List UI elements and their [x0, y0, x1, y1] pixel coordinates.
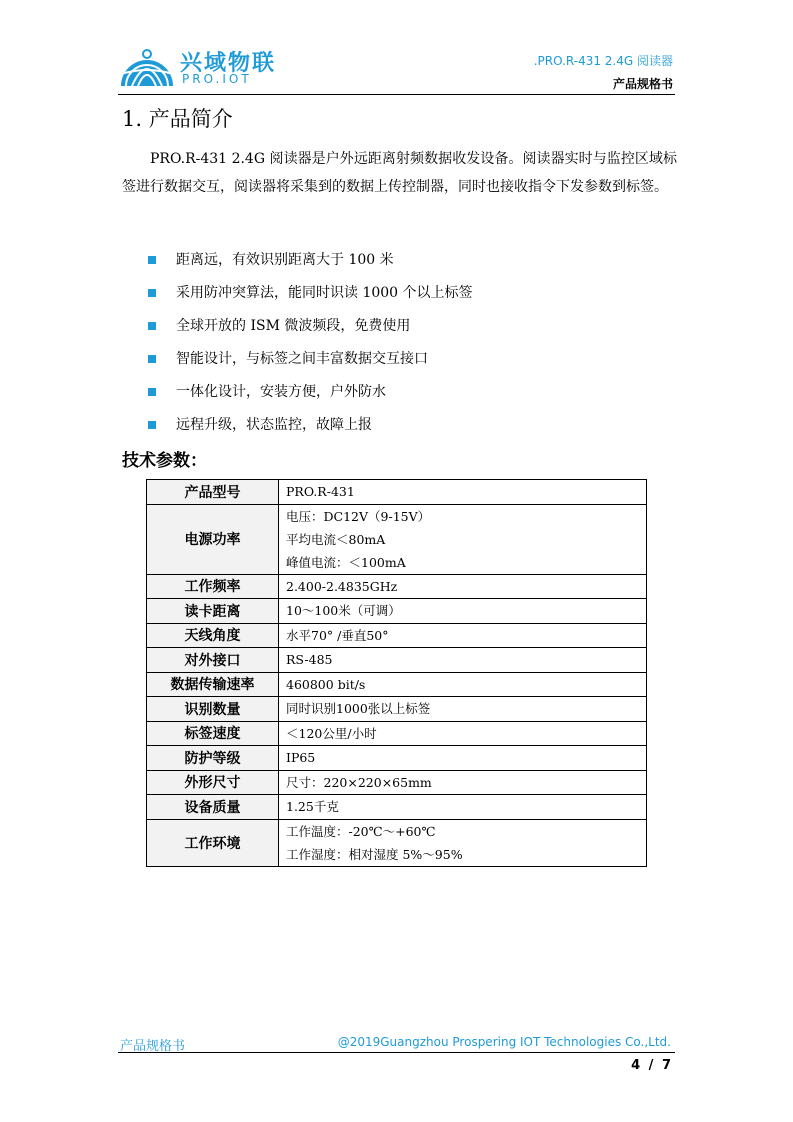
- spec-value-line: 同时识别1000张以上标签: [286, 701, 431, 717]
- table-row: [147, 574, 647, 599]
- feature-list: [148, 243, 473, 441]
- bullet-square-icon: [148, 388, 156, 396]
- spec-value-line: 1.25千克: [286, 799, 339, 815]
- bullet-square-icon: [148, 421, 156, 429]
- table-row: [147, 697, 647, 722]
- table-row: [147, 795, 647, 820]
- spec-key: 产品型号: [147, 480, 279, 505]
- spec-value-line: IP65: [286, 750, 316, 766]
- spec-value: [279, 480, 647, 505]
- list-item: [148, 408, 473, 441]
- spec-value-line: ＜120公里/小时: [286, 725, 377, 741]
- list-item: [148, 342, 473, 375]
- table-row: [147, 672, 647, 697]
- spec-value: [279, 623, 647, 648]
- table-row: [147, 746, 647, 771]
- bullet-square-icon: [148, 355, 156, 363]
- spec-value: [279, 648, 647, 673]
- spec-value: [279, 574, 647, 599]
- spec-key: 读卡距离: [147, 599, 279, 624]
- table-row: [147, 648, 647, 673]
- spec-key: 设备质量: [147, 795, 279, 820]
- spec-value: [279, 721, 647, 746]
- table-row: [147, 599, 647, 624]
- spec-key: 识别数量: [147, 697, 279, 722]
- footer-copyright: @2019Guangzhou Prospering IOT Technologies Co.,Ltd.: [337, 1035, 671, 1049]
- table-row: [147, 504, 647, 574]
- spec-key: 电源功率: [147, 504, 279, 574]
- spec-value-line: 峰值电流：＜100mA: [286, 554, 406, 570]
- spec-value: [279, 672, 647, 697]
- spec-value-line: 2.400-2.4835GHz: [286, 578, 398, 594]
- intro-paragraph: PRO.R-431 2.4G 阅读器是户外远距离射频数据收发设备。阅读器实时与监控区域标签进行数据交互，阅读器将采集到的数据上传控制器，同时也接收指令下发参数到标签。: [122, 151, 677, 195]
- table-row: [147, 819, 647, 866]
- spec-value-line: 460800 bit/s: [286, 676, 366, 692]
- spec-value-line: 电压：DC12V（9-15V）: [286, 508, 431, 524]
- spec-value-line: 尺寸：220×220×65mm: [286, 774, 432, 790]
- table-row: [147, 623, 647, 648]
- feature-text: 全球开放的 ISM 微波频段，免费使用: [176, 317, 411, 334]
- spec-value-line: PRO.R-431: [286, 484, 355, 500]
- feature-text: 一体化设计，安装方便，户外防水: [176, 383, 386, 400]
- table-row: [147, 721, 647, 746]
- brand-logo: [118, 44, 278, 90]
- list-item: [148, 375, 473, 408]
- spec-key: 对外接口: [147, 648, 279, 673]
- bullet-square-icon: [148, 289, 156, 297]
- footer-divider: [118, 1052, 675, 1053]
- logo-globe-icon: [118, 44, 176, 88]
- spec-key: 天线角度: [147, 623, 279, 648]
- spec-value: [279, 795, 647, 820]
- spec-key: 工作环境: [147, 819, 279, 866]
- spec-table: [146, 479, 647, 867]
- spec-key: 标签速度: [147, 721, 279, 746]
- spec-heading: 技术参数：: [122, 451, 207, 471]
- spec-key: 防护等级: [147, 746, 279, 771]
- spec-key: 数据传输速率: [147, 672, 279, 697]
- logo-en-text: PRO.IOT: [182, 72, 252, 86]
- feature-text: 远程升级，状态监控，故障上报: [176, 416, 372, 433]
- header-divider: [118, 94, 675, 95]
- feature-text: 采用防冲突算法，能同时识读 1000 个以上标签: [176, 284, 473, 301]
- spec-value-line: 水平70° /垂直50°: [286, 627, 389, 643]
- spec-key: 工作频率: [147, 574, 279, 599]
- bullet-square-icon: [148, 256, 156, 264]
- list-item: [148, 276, 473, 309]
- header-doc-type: 产品规格书: [612, 77, 673, 91]
- table-row: [147, 480, 647, 505]
- spec-value: [279, 770, 647, 795]
- bullet-square-icon: [148, 322, 156, 330]
- list-item: [148, 309, 473, 342]
- feature-text: 距离远，有效识别距离大于 100 米: [176, 251, 394, 268]
- feature-text: 智能设计，与标签之间丰富数据交互接口: [176, 350, 428, 367]
- spec-value-line: RS-485: [286, 652, 333, 668]
- page-number: 4 / 7: [631, 1058, 671, 1073]
- spec-value: [279, 599, 647, 624]
- spec-value: [279, 504, 647, 574]
- spec-value: [279, 746, 647, 771]
- spec-value: [279, 819, 647, 866]
- spec-value-line: 10～100米（可调）: [286, 603, 401, 619]
- logo-cn-text: 兴域物联: [180, 51, 277, 76]
- header-model: .PRO.R-431 2.4G 阅读器: [533, 54, 673, 68]
- table-row: [147, 770, 647, 795]
- list-item: [148, 243, 473, 276]
- spec-key: 外形尺寸: [147, 770, 279, 795]
- section-title: 1. 产品简介: [122, 107, 233, 131]
- spec-value-line: 平均电流＜80mA: [286, 531, 386, 547]
- spec-value-line: 工作温度：-20℃～+60℃: [286, 823, 436, 839]
- spec-value-line: 工作湿度：相对湿度 5%～95%: [286, 846, 463, 862]
- spec-value: [279, 697, 647, 722]
- footer-doc-type: 产品规格书: [120, 1039, 186, 1054]
